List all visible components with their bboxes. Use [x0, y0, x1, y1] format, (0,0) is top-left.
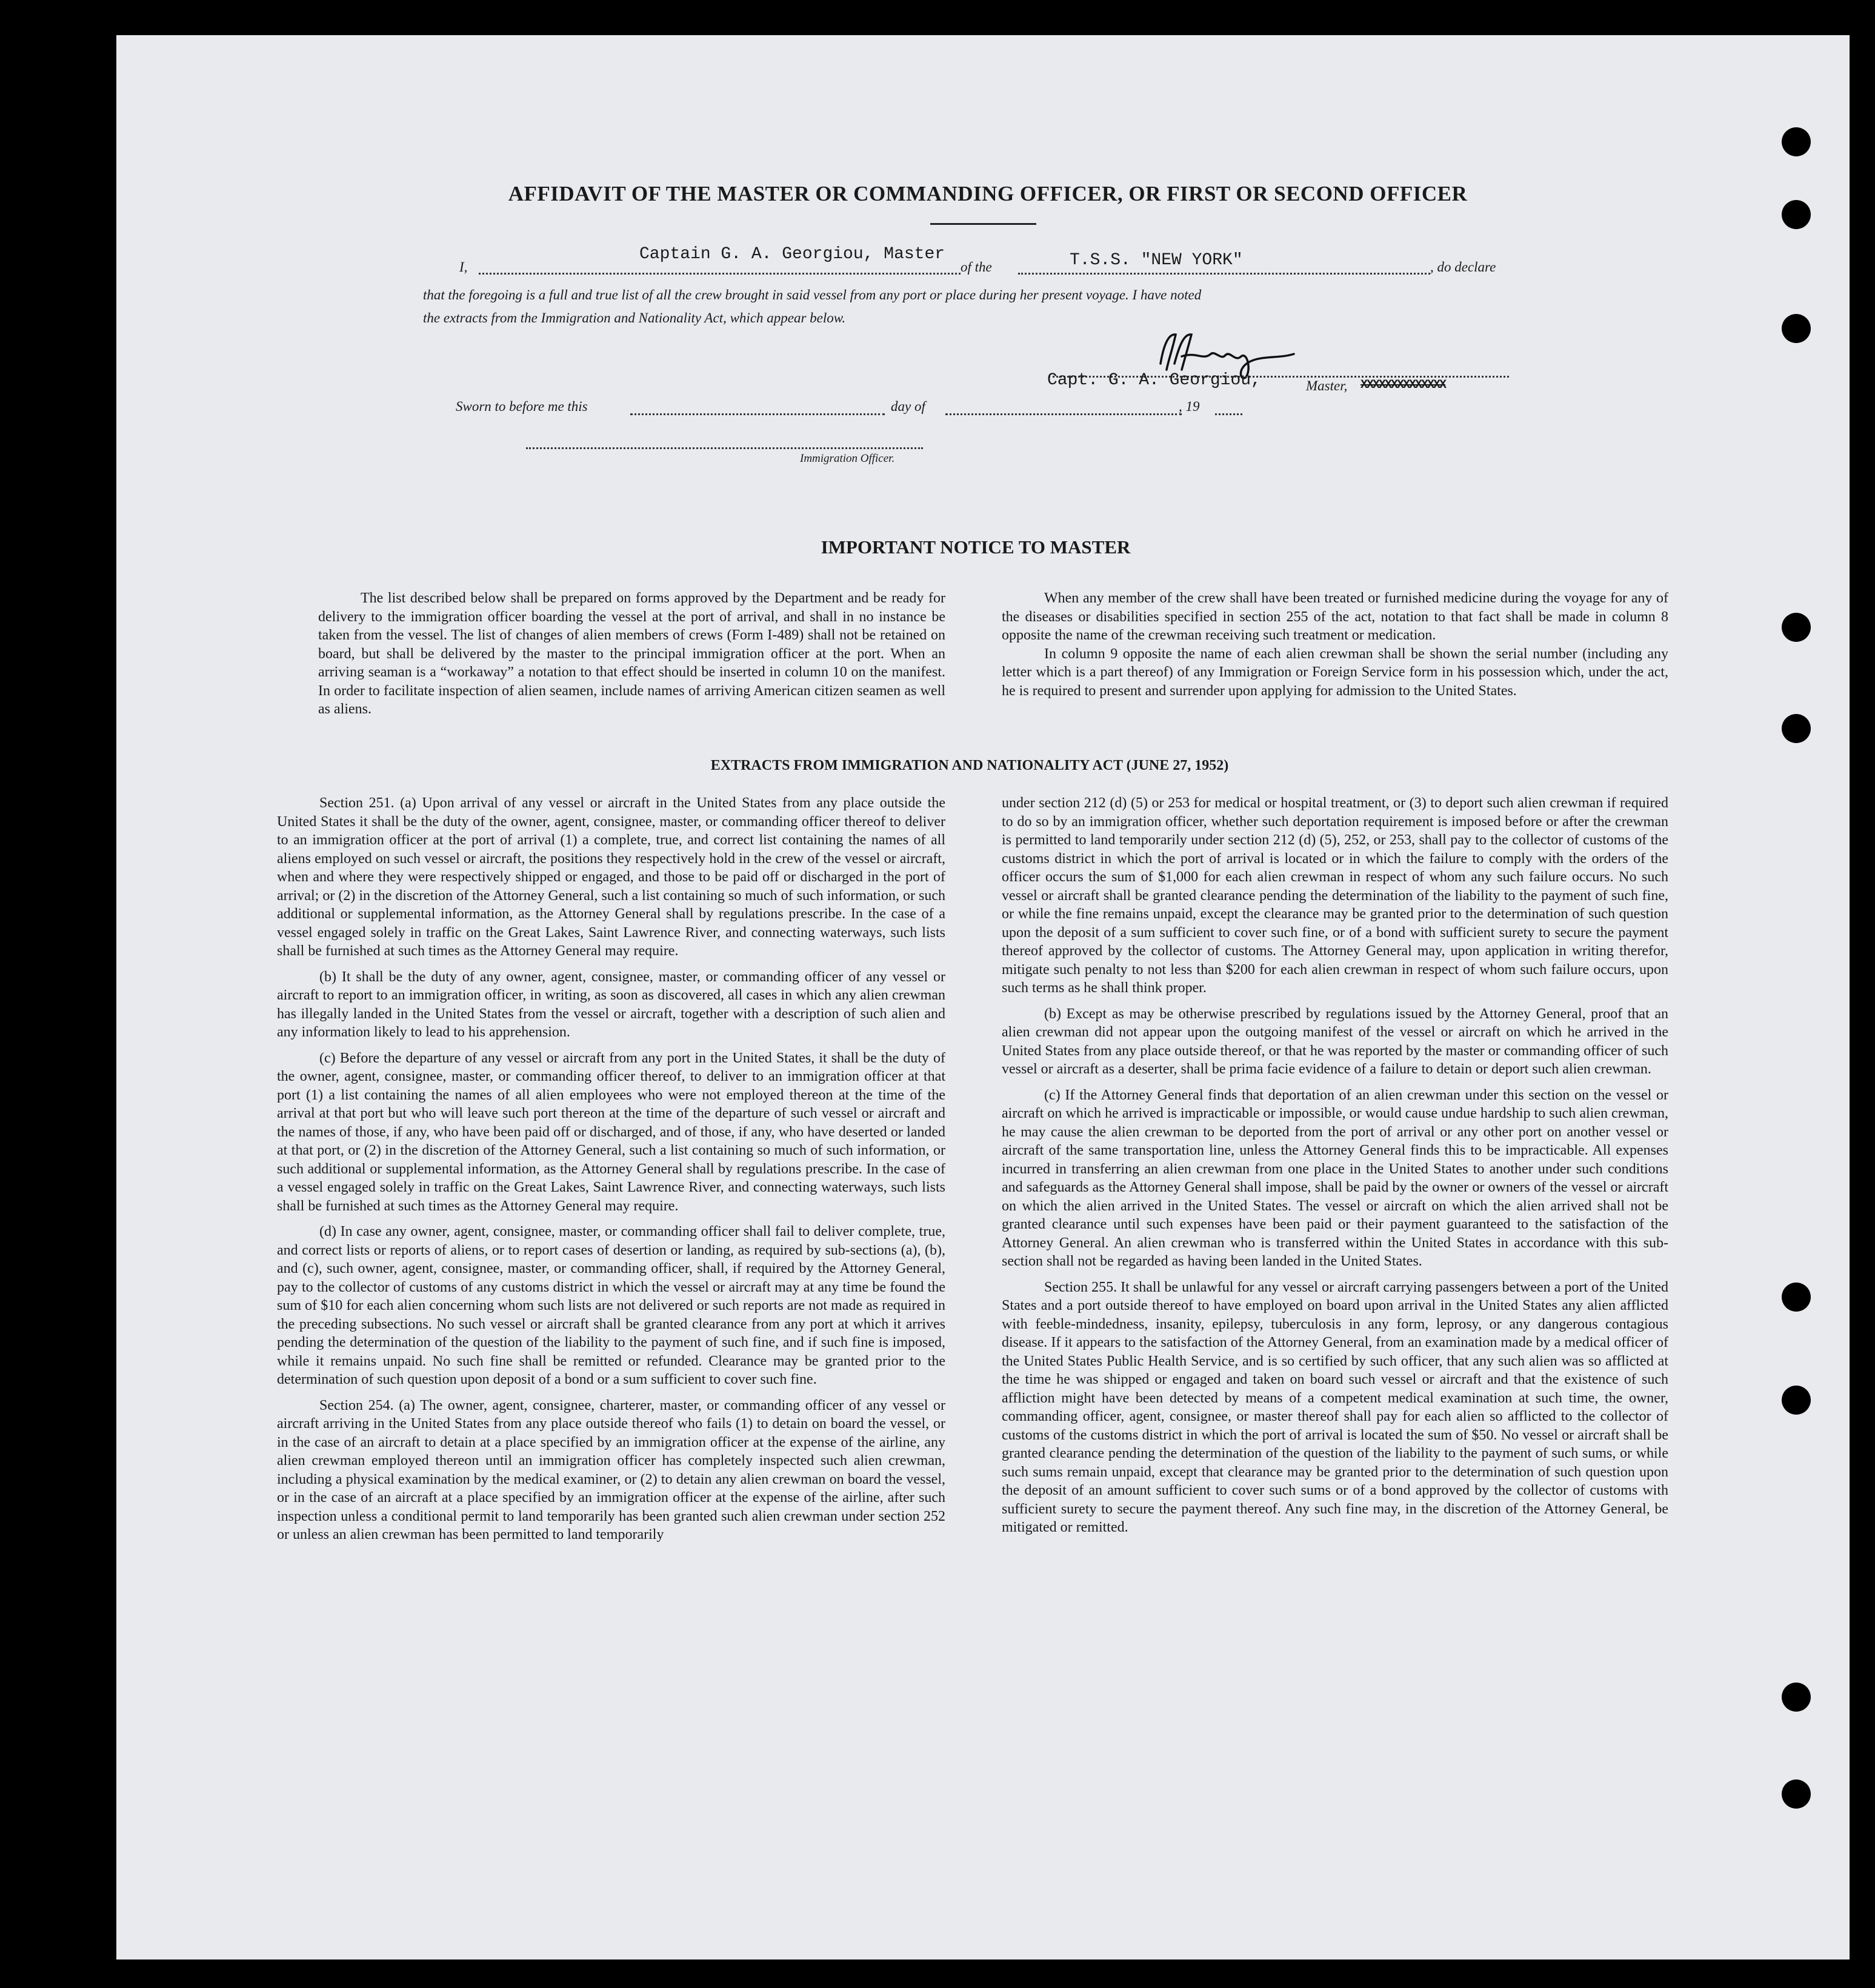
declaration-line-3: the extracts from the Immigration and Nationality Act, which appear below. — [423, 310, 846, 325]
punch-hole — [1782, 613, 1811, 642]
title-divider — [930, 223, 1036, 225]
extracts-right-column — [1002, 794, 1668, 1544]
of-the-label: of the — [961, 259, 992, 275]
notice-paragraph: When any member of the crew shall have been treated or furnished medicine during the voyage for any of the diseases or disabilities specified in section 255 of the act, notation to that fact shall be made in column 8 opposite the name of the crewman receiving such treatment or medication. — [1002, 590, 1668, 643]
punch-hole — [1782, 1283, 1811, 1312]
punch-hole — [1782, 127, 1811, 156]
punch-hole — [1782, 1386, 1811, 1415]
struck-officer-title: XXXXXXXXXXXXXX — [1360, 378, 1446, 392]
punch-hole — [1782, 1683, 1811, 1712]
statute-paragraph: (c) Before the departure of any vessel or aircraft from any port in the United States, it shall be the duty of the owner, agent, consignee, master, or commanding officer thereof, to deliver to an immigration officer at that port (1) a list containing the names of all alien employees who were not employed thereon at the time of the arrival at that port but who will leave such port thereon at the time of the departure of such vessel or aircraft and the names of those, if any, who have been paid off or discharged, and of those, if any, who have deserted or landed at that port, or (2) in the discretion of the Attorney General, such a list containing so much of such information, or such additional or supplemental information, as the Attorney General shall by regulations prescribe. In the case of a vessel engaged solely in traffic on the Great Lakes, Saint Lawrence River, and connecting waterways, such lists shall be furnished at such times as the Attorney General may require. — [277, 1050, 945, 1214]
master-role-label: Master, — [1306, 378, 1348, 393]
statute-paragraph: Section 255. It shall be unlawful for any vessel or aircraft carrying passengers between a port of the United States and a port outside thereof to have employed on board upon arrival in the United States any alien afflicted with feeble-mindedness, insanity, epilepsy, tuberculosis in any form, leprosy, or any dangerous contagious disease. If it appears to the satisfaction of the Attorney General, from an examination made by a medical officer of the United States Public Health Service, and is so certified by such officer, that any such alien was so afflicted at the time he was shipped or engaged and taken on board such vessel or aircraft and that the existence of such affliction might have been detected by means of a competent medical examination at such time, the owner, commanding officer, agent, consignee, or master thereof shall pay for each alien so afflicted to the collector of customs of the customs district in which the port of arrival is located the sum of $50. No vessel or aircraft shall be granted clearance pending the determination of the question of the liability to the payment of such sums, or while such sums remain unpaid, except that clearance may be granted prior to the determination of such question upon the deposit of an amount sufficient to cover such sums or of a bond approved by the collector of customs with sufficient surety to secure the payment thereof. Any such fine may, in the discretion of the Attorney General, be mitigated or remitted. — [1002, 1279, 1668, 1535]
punch-hole — [1782, 314, 1811, 343]
statute-paragraph: Section 251. (a) Upon arrival of any vessel or aircraft in the United States from any place outside the United States it shall be the duty of the owner, agent, consignee, master, or commanding officer thereof to deliver to an immigration officer at the port of arrival (1) a complete, true, and correct list containing the names of all aliens employed on such vessel or aircraft, the positions they respectively hold in the crew of the vessel or aircraft, when and where they were respectively shipped or engaged, and those to be paid off or discharged in the port of arrival; or (2) in the discretion of the Attorney General, such a list containing so much of such information, or such additional or supplemental information, as the Attorney General shall by regulations prescribe. In the case of a vessel engaged solely in traffic on the Great Lakes, Saint Lawrence River, and connecting waterways, such lists shall be furnished at such times as the Attorney General may require. — [277, 795, 945, 959]
declarant-label: I, — [459, 259, 468, 275]
statute-paragraph: (c) If the Attorney General finds that deportation of an alien crewman under this section on the vessel or aircraft on which he arrived is impracticable or impossible, or would cause undue hardship to such alien crewman, he may cause the alien crewman to be deported from the port of arrival or any other port on another vessel or aircraft of the same transportation line, unless the Attorney General finds this to be impracticable. All expenses incurred in transferring an alien crewman from one place in the United States to another under such conditions and safeguards as the Attorney General shall impose, shall be paid by the owner or owners of the vessel or aircraft on which the alien arrived in the United States. The vessel or aircraft on which the alien arrived shall not be granted clearance until such expenses have been paid or their payment guaranteed to the satisfaction of the Attorney General. An alien crewman who is transferred within the United States in accordance with this sub-section shall not be regarded as having been landed in the United States. — [1002, 1087, 1668, 1269]
statute-paragraph: (d) In case any owner, agent, consignee, master, or commanding officer shall fail to deliver complete, true, and correct lists or reports of aliens, or to report cases of desertion or landing, as required by sub-sections (a), (b), and (c), such owner, agent, consignee, master, or commanding officer, shall, if required by the Attorney General, pay to the collector of customs of any customs district in which the vessel or aircraft may at any time be found the sum of $10 for each alien concerning whom such lists are not delivered or such reports are not made as required in the preceding subsections. No such vessel or aircraft shall be granted clearance from any port at which it arrives pending the determination of the question of the liability to the payment of such fine, and if such fine is imposed, while it remains unpaid. No such fine shall be remitted or refunded. Clearance may be granted prior to the determination of such question upon deposit of a bond or a sum sufficient to cover such fine. — [277, 1224, 945, 1387]
sworn-label: Sworn to before me this — [456, 399, 588, 414]
notice-title: IMPORTANT NOTICE TO MASTER — [821, 536, 1131, 558]
typed-signature: Capt. G. A. Georgiou, — [1047, 371, 1261, 390]
officer-signature-line — [526, 447, 923, 449]
year-label: , 19 — [1179, 399, 1200, 414]
do-declare-label: , do declare — [1430, 259, 1496, 275]
sworn-date-line — [630, 413, 885, 415]
notice-right-column — [1002, 589, 1668, 707]
master-name-line — [479, 273, 961, 275]
vessel-line — [1018, 273, 1430, 275]
master-name-field: Captain G. A. Georgiou, Master — [639, 245, 945, 264]
year-line — [1215, 413, 1242, 415]
month-line — [945, 413, 1182, 415]
extracts-title: EXTRACTS FROM IMMIGRATION AND NATIONALITY ACT (JUNE 27, 1952) — [710, 758, 1229, 773]
notice-paragraph: The list described below shall be prepared on forms approved by the Department and be ready for delivery to the immigration officer boarding the vessel at the port of arrival, and shall in no instance be taken from the vessel. The list of changes of alien members of crews (Form I-489) shall not be retained on board, but shall be delivered by the master to the principal immigration officer at the port. When an arriving seaman is a “workaway” a notation to that effect should be inserted in column 10 on the manifest. In order to facilitate inspection of alien seamen, include names of arriving American citizen seamen as well as aliens. — [318, 590, 945, 717]
extracts-left-column — [277, 794, 945, 1552]
statute-paragraph: (b) It shall be the duty of any owner, agent, consignee, master, or commanding officer of any vessel or aircraft to report to an immigration officer, in writing, as soon as discovered, all cases in which any alien crewman has illegally landed in the United States from the vessel or aircraft, together with a description of such alien and any information likely to lead to his apprehension. — [277, 969, 945, 1040]
punch-hole — [1782, 1780, 1811, 1809]
declaration-line-2: that the foregoing is a full and true list of all the crew brought in said vessel from any port or place during her present voyage. I have noted — [423, 287, 1202, 302]
day-of-label: day of — [891, 399, 925, 414]
affidavit-title: AFFIDAVIT OF THE MASTER OR COMMANDING OFFICER, OR FIRST OR SECOND OFFICER — [508, 182, 1468, 205]
statute-paragraph: Section 254. (a) The owner, agent, consignee, charterer, master, or commanding officer of any vessel or aircraft arriving in the United States from any place outside thereof who fails (1) to detain on board the vessel, or in the case of an aircraft to detain at a place specified by an immigration officer at the expense of the airline, any alien crewman employed thereon until an immigration officer has completely inspected such alien crewman, including a physical examination by the medical examiner, or (2) to detain any alien crewman on board the vessel, or in the case of an aircraft at a place specified by an immigration officer at the expense of the airline, after such inspection unless a conditional permit to land temporarily has been granted such alien crewman under section 252 or unless an alien crewman has been permitted to land temporarily — [277, 1397, 945, 1543]
notice-left-column — [318, 589, 945, 726]
immigration-officer-label: Immigration Officer. — [800, 452, 895, 465]
statute-paragraph: under section 212 (d) (5) or 253 for medical or hospital treatment, or (3) to deport such alien crewman if required to do so by an immigration officer, whether such deportation requirement is imposed before or after the crewman is permitted to land temporarily under section 212 (d) (5), 252, or 253, shall pay to the collector of customs of the customs district in which the port of arrival is located or in which the failure to comply with the orders of the officer occurs the sum of $1,000 for each alien crewman in respect of whom any such failure occurs. No such vessel or aircraft shall be granted clearance pending the determination of the liability to the payment of such fine, or while the fine remains unpaid, except the clearance may be granted prior to the determination of such question upon the deposit of a sum sufficient to cover such fine, or of a bond with sufficient surety to secure the payment thereof approved by the collector of customs. The Attorney General may, upon application in writing therefor, mitigate such penalty to not less than $200 for each alien crewman in respect of whom such failure occurs, upon such terms as he shall think proper. — [1002, 795, 1668, 996]
vessel-field: T.S.S. "NEW YORK" — [1070, 251, 1243, 270]
notice-paragraph: In column 9 opposite the name of each alien crewman shall be shown the serial number (including any letter which is a part thereof) of any Immigration or Foreign Service form in his possession which, under the act, he is required to present and surrender upon applying for admission to the United States. — [1002, 645, 1668, 699]
statute-paragraph: (b) Except as may be otherwise prescribed by regulations issued by the Attorney General, proof that an alien crewman did not appear upon the outgoing manifest of the vessel or aircraft on which he arrived in the United States from any place outside thereof, or that he was reported by the master or commanding officer of such vessel or aircraft as a deserter, shall be prima facie evidence of a failure to detain or deport such alien crewman. — [1002, 1006, 1668, 1077]
punch-hole — [1782, 200, 1811, 229]
punch-hole — [1782, 714, 1811, 743]
